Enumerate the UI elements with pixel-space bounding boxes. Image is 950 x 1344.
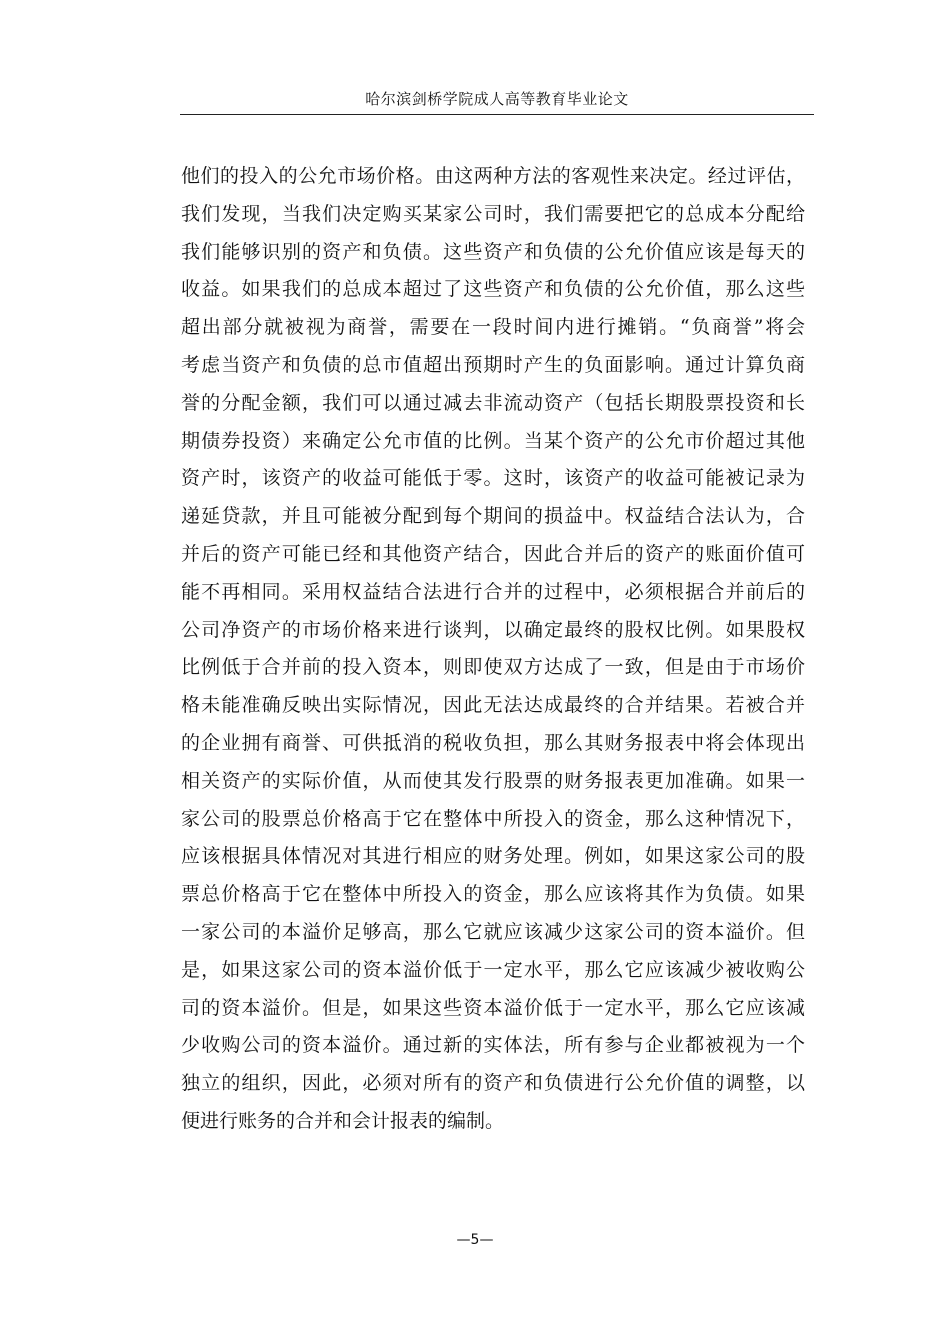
text-line: 相关资产的实际价值，从而使其发行股票的财务报表更加准确。如果一 xyxy=(181,769,805,792)
text-line: 的企业拥有商誉、可供抵消的税收负担，那么其财务报表中将会体现出 xyxy=(181,731,805,754)
text-line: 公司净资产的市场价格来进行谈判，以确定最终的股权比例。如果股权 xyxy=(181,618,805,641)
text-line: 应该根据具体情况对其进行相应的财务处理。例如，如果这家公司的股 xyxy=(181,845,805,868)
text-line: 誉的分配金额，我们可以通过减去非流动资产（包括长期股票投资和长 xyxy=(181,391,805,414)
page-header xyxy=(180,86,814,115)
text-line: 考虑当资产和负债的总市值超出预期时产生的负面影响。通过计算负商 xyxy=(181,353,805,376)
text-line: 一家公司的本溢价足够高，那么它就应该减少这家公司的资本溢价。但 xyxy=(181,920,805,943)
text-line: 收益。如果我们的总成本超过了这些资产和负债的公允价值，那么这些 xyxy=(181,278,805,301)
text-line: 票总价格高于它在整体中所投入的资金，那么应该将其作为负债。如果 xyxy=(181,883,805,906)
text-line: 独立的组织，因此，必须对所有的资产和负债进行公允价值的调整，以 xyxy=(181,1072,805,1095)
text-line: 少收购公司的资本溢价。通过新的实体法，所有参与企业都被视为一个 xyxy=(181,1034,805,1057)
text-line: 并后的资产可能已经和其他资产结合，因此合并后的资产的账面价值可 xyxy=(181,542,805,565)
text-line: 我们能够识别的资产和负债。这些资产和负债的公允价值应该是每天的 xyxy=(181,240,805,263)
body-paragraph xyxy=(181,158,805,1141)
header-title: 哈尔滨剑桥学院成人高等教育毕业论文 xyxy=(365,90,629,108)
text-line: 他们的投入的公允市场价格。由这两种方法的客观性来决定。经过评估， xyxy=(181,165,805,187)
text-line: 能不再相同。采用权益结合法进行合并的过程中，必须根据合并前后的 xyxy=(181,580,805,603)
text-line: 我们发现，当我们决定购买某家公司时，我们需要把它的总成本分配给 xyxy=(181,202,805,225)
text-line: 是，如果这家公司的资本溢价低于一定水平，那么它应该减少被收购公 xyxy=(181,958,805,981)
text-line: 递延贷款，并且可能被分配到每个期间的损益中。权益结合法认为，合 xyxy=(181,505,805,528)
text-line: 便进行账务的合并和会计报表的编制。 xyxy=(181,1109,505,1132)
text-line: 比例低于合并前的投入资本，则即使双方达成了一致，但是由于市场价 xyxy=(181,656,805,679)
text-line: 司的资本溢价。但是，如果这些资本溢价低于一定水平，那么它应该减 xyxy=(181,996,805,1019)
text-line: 家公司的股票总价格高于它在整体中所投入的资金，那么这种情况下， xyxy=(181,807,805,830)
page-number: —5— xyxy=(456,1232,494,1248)
text-line: 格未能准确反映出实际情况，因此无法达成最终的合并结果。若被合并 xyxy=(181,694,805,717)
text-line: 超出部分就被视为商誉，需要在一段时间内进行摊销。“负商誉”将会 xyxy=(181,316,805,339)
text-line: 期债券投资）来确定公允市值的比例。当某个资产的公允市价超过其他 xyxy=(181,429,805,452)
text-line: 资产时，该资产的收益可能低于零。这时，该资产的收益可能被记录为 xyxy=(181,467,805,490)
